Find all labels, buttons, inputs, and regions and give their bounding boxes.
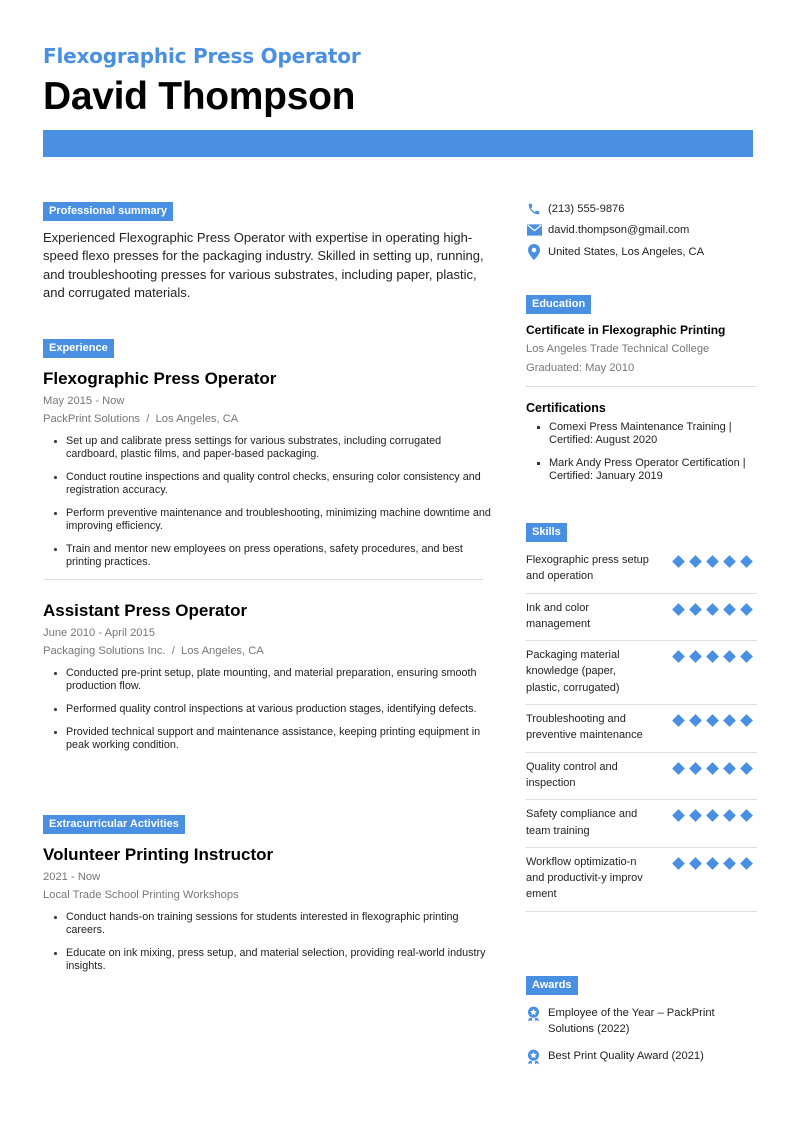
certifications-list xyxy=(526,421,757,483)
email-text[interactable]: david.thompson@gmail.com xyxy=(548,224,690,237)
skill-name: Packaging material knowledge (paper, plastic, corrugated) xyxy=(526,649,620,694)
education-degree: Certificate in Flexographic Printing xyxy=(526,323,726,337)
job-company-location: Packaging Solutions Inc. / Los Angeles, CA xyxy=(43,645,264,657)
skill-row xyxy=(526,641,757,705)
divider xyxy=(43,579,483,580)
skill-name: Quality control and inspection xyxy=(526,760,618,789)
activity-bullet: Conduct hands-on training sessions for students interested in flexographic printing careers. xyxy=(51,911,495,937)
job-bullets xyxy=(43,667,495,752)
skill-name: Workflow optimizatio-n and productivit-y improvement xyxy=(526,855,643,901)
extracurricular-tag: Extracurricular Activities xyxy=(43,815,185,834)
certification-item: Comexi Press Maintenance Training | Certified: August 2020 xyxy=(534,421,757,447)
skill-name: Safety compliance and team training xyxy=(526,808,638,837)
summary-text: Experienced Flexographic Press Operator with expertise in operating high-speed flexo presses for the packaging industry. Skilled in setting up, running, and troubleshooting presses for various substrates, including paper, plastic, and corrugated materials. xyxy=(43,230,484,300)
job-bullet: Perform preventive maintenance and troubleshooting, minimizing machine downtime and improving efficiency. xyxy=(51,507,495,533)
skill-name: Ink and color management xyxy=(526,601,591,630)
job-bullet: Conducted pre-print setup, plate mounting, and material preparation, ensuring smooth production flow. xyxy=(51,667,495,693)
diamond-icon xyxy=(672,650,685,663)
skill-row xyxy=(526,800,757,848)
diamond-icon xyxy=(706,555,719,568)
activity-entry xyxy=(43,844,495,973)
diamond-icon xyxy=(689,603,702,616)
contact-location xyxy=(526,241,757,263)
skills-list xyxy=(526,546,757,912)
diamond-icon xyxy=(723,762,736,775)
diamond-icon xyxy=(672,555,685,568)
awards-list xyxy=(526,1005,757,1065)
contact-section xyxy=(526,198,757,263)
skill-row xyxy=(526,705,757,753)
skills-tag: Skills xyxy=(526,523,567,542)
diamond-icon xyxy=(723,555,736,568)
diamond-icon xyxy=(740,762,753,775)
skill-rating xyxy=(672,806,757,839)
diamond-icon xyxy=(706,714,719,727)
skill-row xyxy=(526,594,757,642)
contact-phone xyxy=(526,198,757,220)
certifications-section xyxy=(526,399,757,493)
diamond-icon xyxy=(723,603,736,616)
diamond-icon xyxy=(740,555,753,568)
skill-rating xyxy=(672,711,757,744)
job-title: Assistant Press Operator xyxy=(43,601,248,620)
candidate-name: David Thompson xyxy=(43,75,356,118)
education-school: Los Angeles Trade Technical College xyxy=(526,343,710,355)
diamond-icon xyxy=(689,650,702,663)
diamond-icon xyxy=(740,714,753,727)
job-bullet: Provided technical support and maintenance assistance, keeping printing equipment in peak working condition. xyxy=(51,726,495,752)
resume-header xyxy=(43,42,753,120)
summary-tag: Professional summary xyxy=(43,202,173,221)
job-title: Flexographic Press Operator xyxy=(43,369,277,388)
skill-name: Troubleshooting and preventive maintenance xyxy=(526,713,643,742)
activity-bullet: Educate on ink mixing, press setup, and material selection, providing real-world industry insights. xyxy=(51,947,495,973)
location-text: United States, Los Angeles, CA xyxy=(548,245,705,258)
activity-title: Volunteer Printing Instructor xyxy=(43,845,274,864)
diamond-icon xyxy=(689,555,702,568)
awards-section xyxy=(526,975,757,1076)
skill-name: Flexographic press setup and operation xyxy=(526,554,649,583)
summary-section xyxy=(43,201,495,302)
certifications-title: Certifications xyxy=(526,401,606,415)
divider xyxy=(526,386,757,387)
experience-section xyxy=(43,338,495,762)
diamond-icon xyxy=(706,857,719,870)
award-text: Best Print Quality Award (2021) xyxy=(548,1050,704,1062)
diamond-icon xyxy=(740,603,753,616)
phone-text: (213) 555-9876 xyxy=(548,202,625,215)
award-item xyxy=(526,1048,757,1065)
education-section xyxy=(526,294,757,387)
job-title: Flexographic Press Operator xyxy=(43,44,361,68)
experience-tag: Experience xyxy=(43,339,114,358)
extracurricular-section xyxy=(43,814,495,983)
diamond-icon xyxy=(689,714,702,727)
skill-rating xyxy=(672,552,757,585)
skill-row xyxy=(526,753,757,801)
award-item xyxy=(526,1005,757,1037)
diamond-icon xyxy=(723,857,736,870)
diamond-icon xyxy=(706,650,719,663)
diamond-icon xyxy=(689,857,702,870)
certification-item: Mark Andy Press Operator Certification | Certified: January 2019 xyxy=(534,457,757,483)
diamond-icon xyxy=(740,857,753,870)
skill-rating xyxy=(672,759,757,792)
diamond-icon xyxy=(689,762,702,775)
diamond-icon xyxy=(723,650,736,663)
awards-tag: Awards xyxy=(526,976,578,995)
education-graduated: Graduated: May 2010 xyxy=(526,362,635,374)
award-text: Employee of the Year – PackPrint Solutions (2022) xyxy=(548,1007,715,1035)
job-bullets xyxy=(43,435,495,569)
diamond-icon xyxy=(706,603,719,616)
skill-rating xyxy=(672,647,757,696)
skills-section xyxy=(526,522,757,912)
diamond-icon xyxy=(706,809,719,822)
activity-dates: 2021 - Now xyxy=(43,871,101,883)
skill-rating xyxy=(672,854,757,903)
job-bullet: Performed quality control inspections at various production stages, identifying defects. xyxy=(51,703,495,716)
diamond-icon xyxy=(723,714,736,727)
job-dates: June 2010 - April 2015 xyxy=(43,627,155,639)
diamond-icon xyxy=(740,650,753,663)
diamond-icon xyxy=(672,603,685,616)
award-badge-icon xyxy=(526,1006,542,1022)
diamond-icon xyxy=(740,809,753,822)
diamond-icon xyxy=(672,714,685,727)
activity-bullets xyxy=(43,911,495,973)
job-entry xyxy=(43,368,495,569)
diamond-icon xyxy=(672,857,685,870)
education-tag: Education xyxy=(526,295,591,314)
location-pin-icon xyxy=(526,244,542,260)
activity-organization: Local Trade School Printing Workshops xyxy=(43,889,239,901)
diamond-icon xyxy=(723,809,736,822)
skill-row xyxy=(526,546,757,594)
contact-email xyxy=(526,220,757,242)
email-icon xyxy=(526,222,542,238)
diamond-icon xyxy=(689,809,702,822)
diamond-icon xyxy=(672,762,685,775)
skill-rating xyxy=(672,600,757,633)
award-badge-icon xyxy=(526,1049,542,1065)
job-bullet: Conduct routine inspections and quality control checks, ensuring color consistency and registration accuracy. xyxy=(51,471,495,497)
phone-icon xyxy=(526,201,542,217)
job-entry xyxy=(43,600,495,752)
accent-bar xyxy=(43,130,753,157)
job-bullet: Train and mentor new employees on press operations, safety procedures, and best printing practices. xyxy=(51,543,495,569)
job-company-location: PackPrint Solutions / Los Angeles, CA xyxy=(43,413,239,425)
job-dates: May 2015 - Now xyxy=(43,395,125,407)
diamond-icon xyxy=(672,809,685,822)
diamond-icon xyxy=(706,762,719,775)
skill-row xyxy=(526,848,757,912)
job-bullet: Set up and calibrate press settings for various substrates, including corrugated cardboard, plastic films, and paper-based packaging. xyxy=(51,435,495,461)
